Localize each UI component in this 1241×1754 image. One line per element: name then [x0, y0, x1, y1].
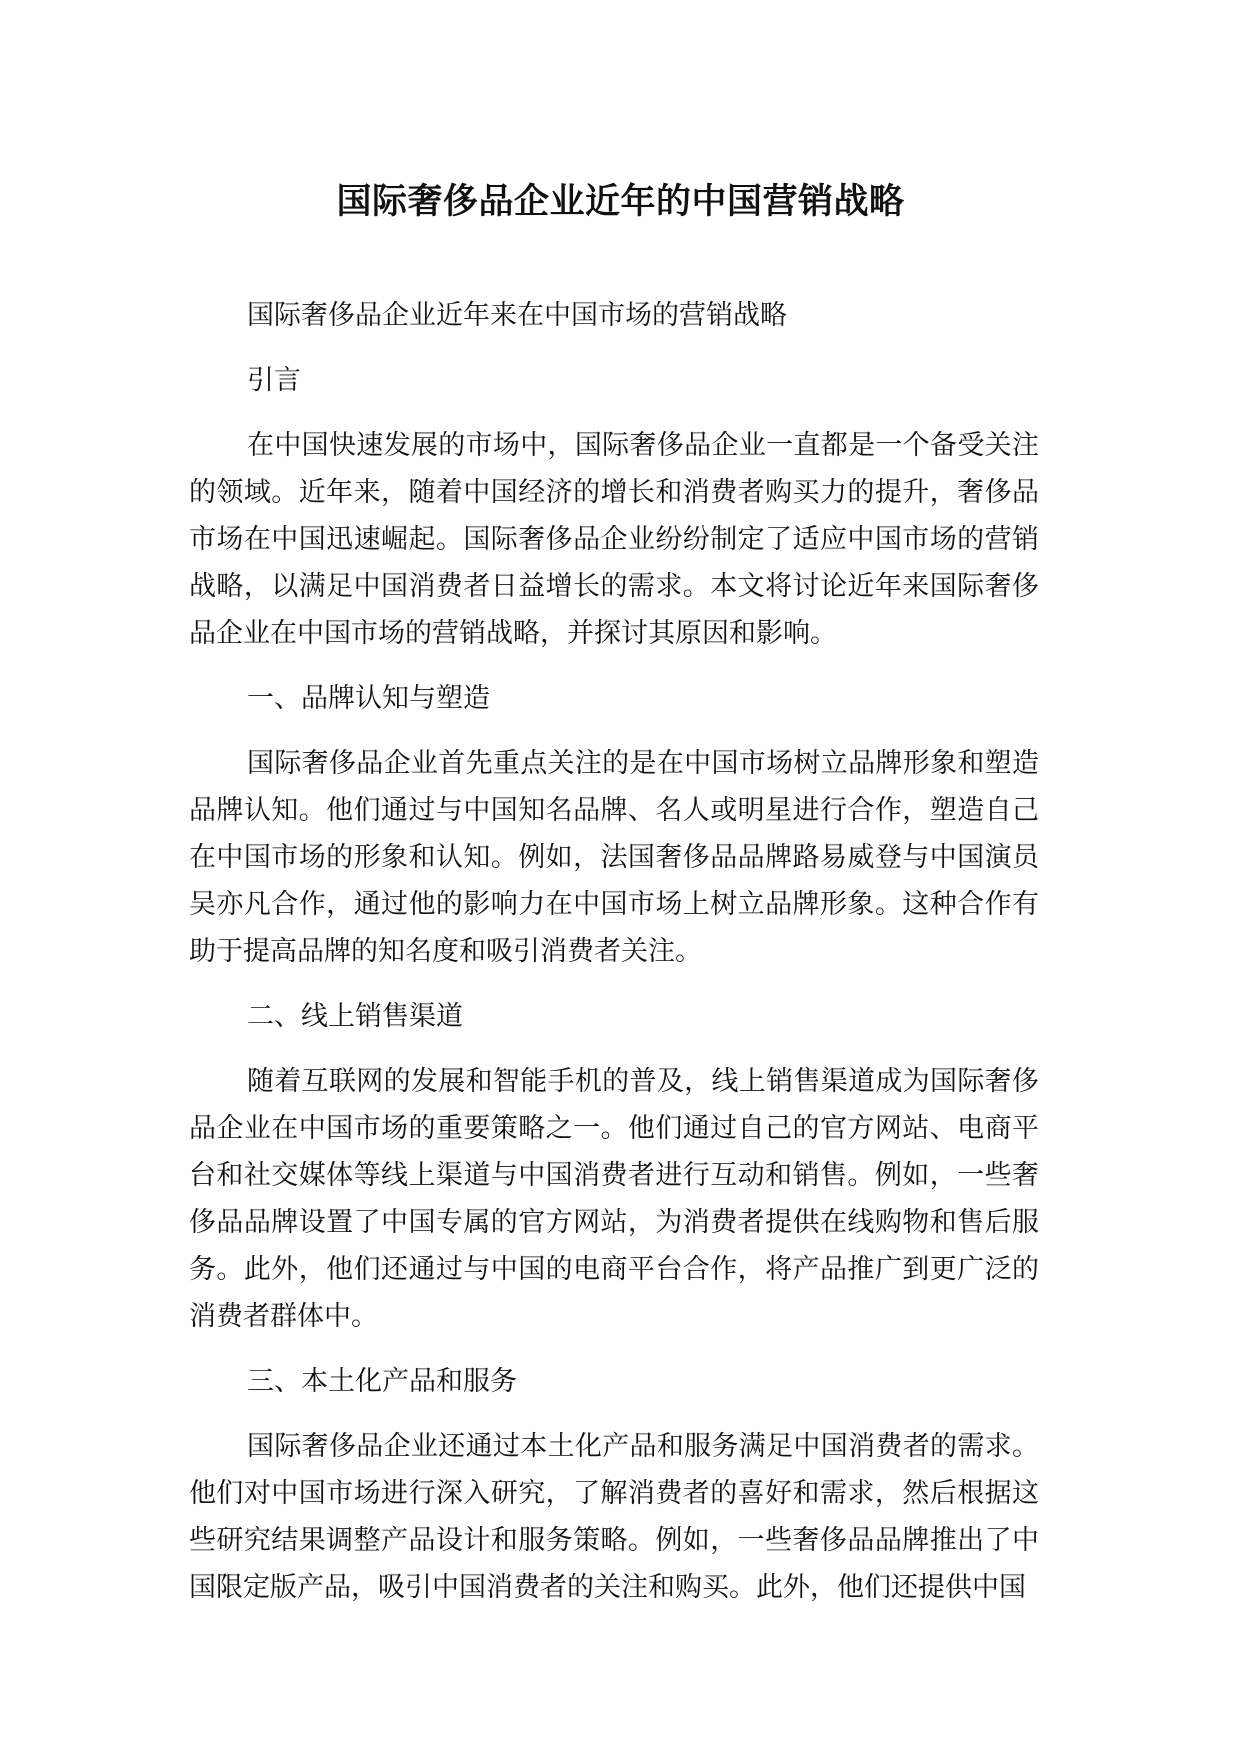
subtitle-paragraph: 国际奢侈品企业近年来在中国市场的营销战略 [247, 300, 787, 331]
section-heading-online: 二、线上销售渠道 [247, 1001, 463, 1032]
document-title: 国际奢侈品企业近年的中国营销战略 [336, 182, 905, 222]
intro-paragraph: 在中国快速发展的市场中，国际奢侈品企业一直都是一个备受关注的领域。近年来，随着中国经济的增长和消费者购买力的提升，奢侈品市场在中国迅速崛起。国际奢侈品企业纷纷制定了适应中国市场的营销战略，以满足中国消费者日益增长的需求。本文将讨论近年来国际奢侈品企业在中国市场的营销战略，并探讨其原因和影响。 [189, 430, 1039, 649]
section-heading-intro: 引言 [247, 365, 301, 396]
section-heading-brand: 一、品牌认知与塑造 [247, 683, 490, 714]
document-body [189, 292, 1039, 1629]
localization-paragraph: 国际奢侈品企业还通过本土化产品和服务满足中国消费者的需求。他们对中国市场进行深入研究，了解消费者的喜好和需求，然后根据这些研究结果调整产品设计和服务策略。例如，一些奢侈品品牌推出了中国限定版产品，吸引中国消费者的关注和购买。此外，他们还提供中国 [189, 1431, 1039, 1603]
section-heading-localization: 三、本土化产品和服务 [247, 1366, 517, 1397]
online-paragraph: 随着互联网的发展和智能手机的普及，线上销售渠道成为国际奢侈品企业在中国市场的重要策略之一。他们通过自己的官方网站、电商平台和社交媒体等线上渠道与中国消费者进行互动和销售。例如，一些奢侈品品牌设置了中国专属的官方网站，为消费者提供在线购物和售后服务。此外，他们还通过与中国的电商平台合作，将产品推广到更广泛的消费者群体中。 [189, 1066, 1039, 1332]
brand-paragraph: 国际奢侈品企业首先重点关注的是在中国市场树立品牌形象和塑造品牌认知。他们通过与中国知名品牌、名人或明星进行合作，塑造自己在中国市场的形象和认知。例如，法国奢侈品品牌路易威登与中国演员吴亦凡合作，通过他的影响力在中国市场上树立品牌形象。这种合作有助于提高品牌的知名度和吸引消费者关注。 [189, 748, 1039, 967]
